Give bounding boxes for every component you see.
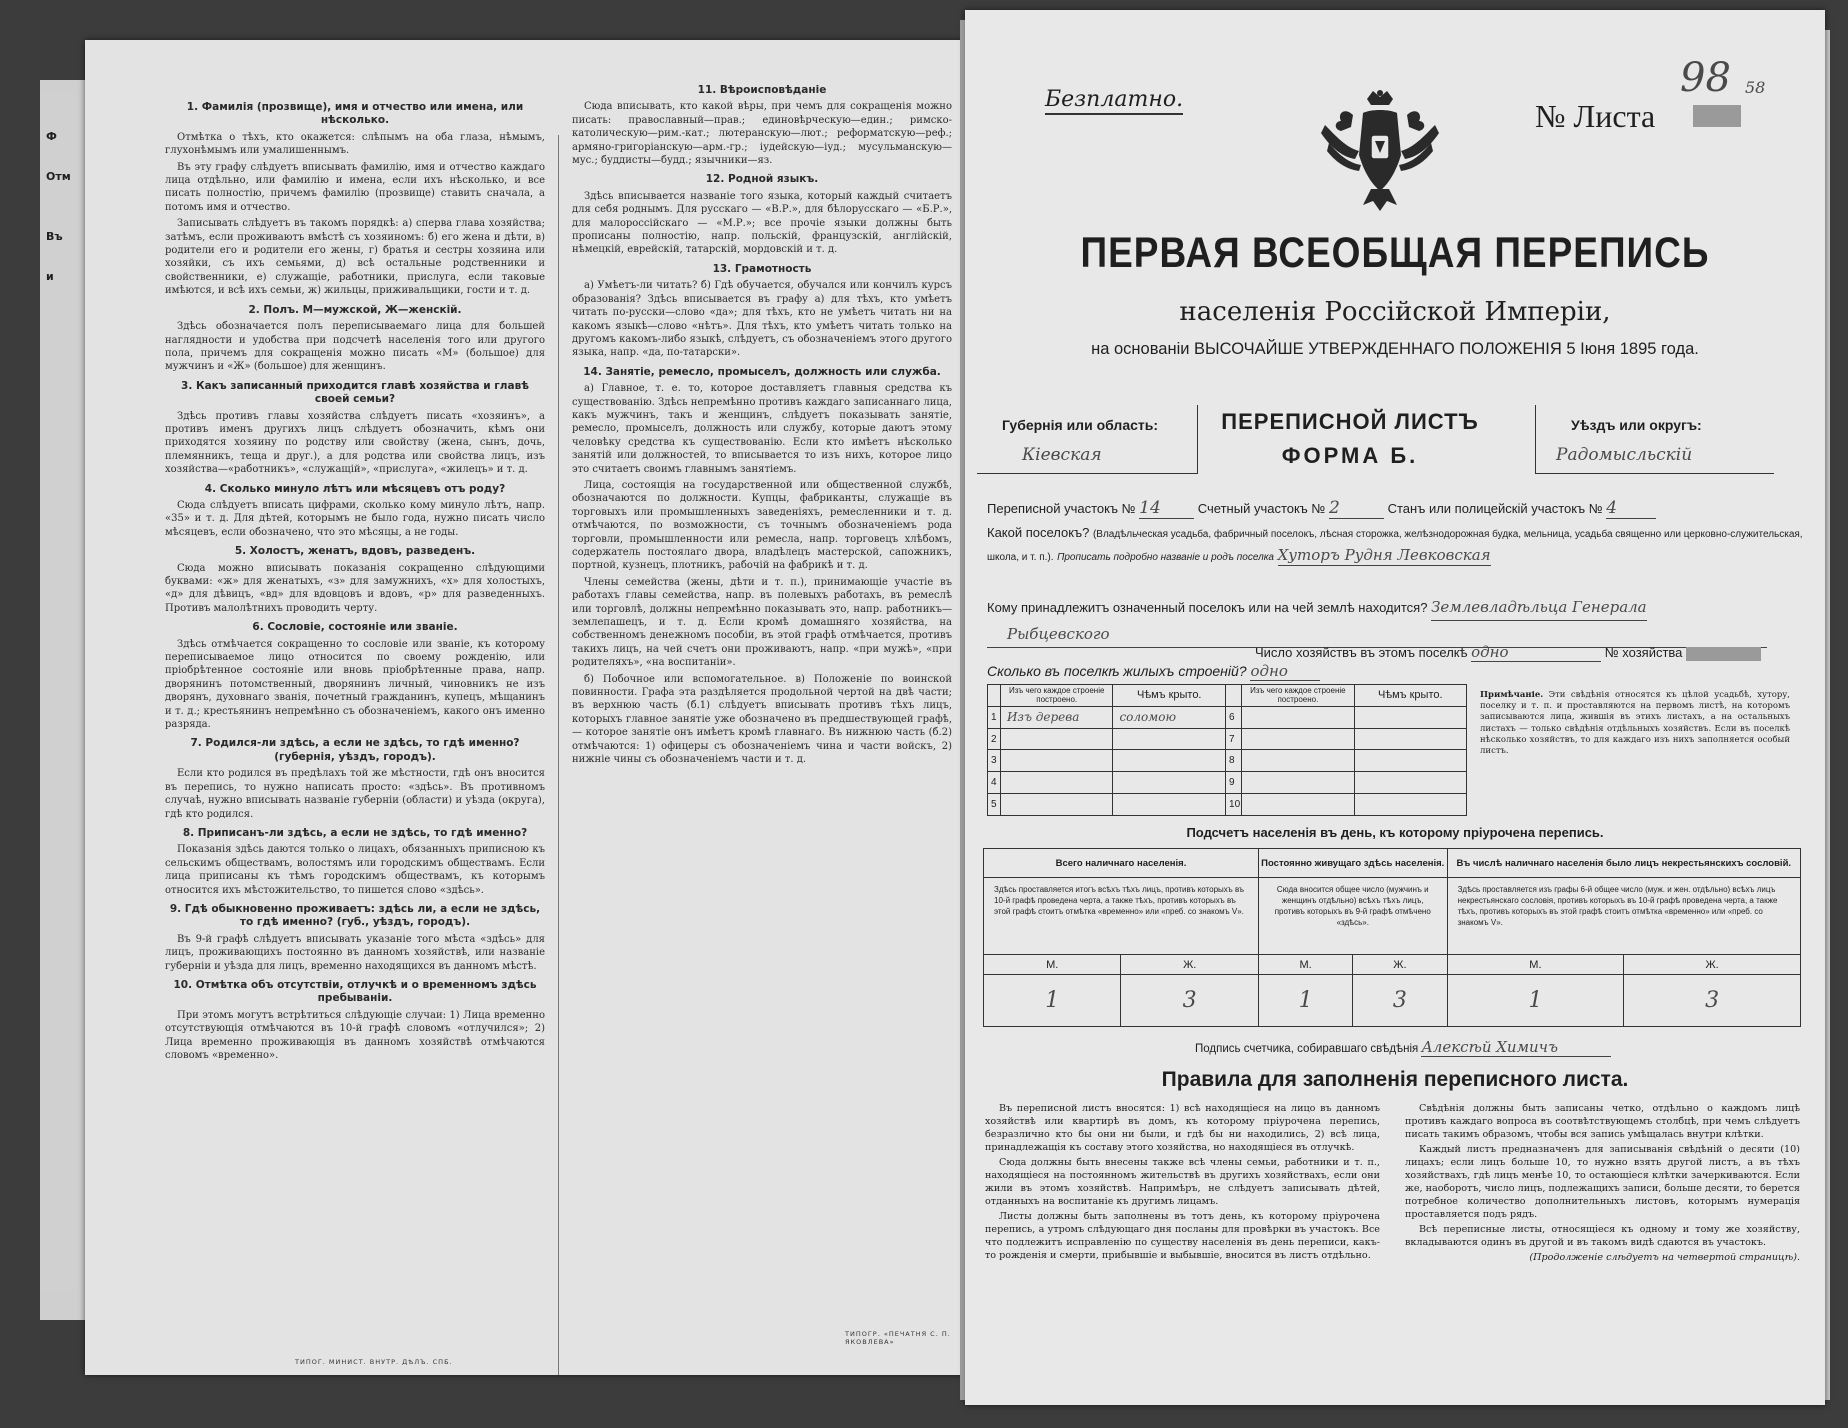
- buildings-row-material: [1000, 750, 1112, 772]
- instruction-heading: 14. Занятіе, ремесло, промыселъ, должность или служба.: [583, 365, 941, 378]
- buildings-row-material: [1242, 706, 1354, 728]
- rule-paragraph: Каждый листъ предназначенъ для записыванія свѣдѣній о десяти (10) лицахъ; если лицъ больше 10, то нужно взять другой листъ, а въ тѣхъ хозяйствахъ, гдѣ лицъ менѣе 10, то остающіеся клѣтки зачеркиваются. Если же, наоборотъ, число лицъ, подлежащихъ записи, больше десяти, то берется потребное количество дополнительныхъ листовъ, которымъ нумерація проставляется подъ рядъ.: [1405, 1144, 1800, 1220]
- buildings-row-roof: [1113, 794, 1226, 816]
- instruction-heading: 8. Приписанъ-ли здѣсь, а если не здѣсь, то гдѣ именно?: [182, 826, 528, 839]
- instruction-text: Въ эту графу слѣдуетъ вписывать фамилію, имя и отчество каждаго лица отдѣльно, или фамилію и имена, если ихъ нѣсколько, и все писать полностію, причемъ фамилію (прозвище) ставить сначала, а потомъ имя и отчество.: [165, 161, 545, 213]
- buildings-row-number: 7: [1226, 728, 1242, 750]
- sheet-number-smudge: [1693, 105, 1741, 127]
- buildings-row: [988, 794, 1467, 816]
- settlement-field: [987, 523, 1807, 568]
- form-sub: ФОРМА Б.: [1281, 443, 1419, 468]
- province-label: Губернія или область:: [1002, 417, 1159, 433]
- instruction-text: Записывать слѣдуетъ въ такомъ порядкѣ: а) сперва глава хозяйства; затѣмъ, если проживаютъ вмѣстѣ съ хозяиномъ: б) его жена и дѣти, в) родители его и родители его жены, г) братья и сестры хозяина или хозяйки, съ ихъ семьями, д) всѣ остальные родственники и свойственники, е) служащіе, работники, прислуга, если таковые имѣются, и всѣ ихъ семьи, ж) жильцы, приживальщики, гости и т. д.: [165, 218, 545, 297]
- form-title-box: [1200, 395, 1500, 485]
- buildings-note: [1480, 690, 1790, 757]
- pop-total-zh: 3: [1121, 975, 1258, 1027]
- buildings-row-material: [1242, 750, 1354, 772]
- population-values-row: [984, 975, 1801, 1027]
- buildings-row-number: 1: [988, 706, 1001, 728]
- double-headed-eagle-emblem: [1315, 85, 1445, 215]
- rules-column-1: [985, 1102, 1380, 1264]
- instruction-heading: 9. Гдѣ обыкновенно проживаетъ: здѣсь ли, а если не здѣсь, то гдѣ именно? (губ., уѣздъ, городъ).: [169, 902, 541, 929]
- pop-head-nonpeasant: Въ числѣ наличнаго населенія было лицъ некрестьянскихъ сословій.: [1447, 849, 1800, 878]
- settlement-hint: (Владѣльческая усадьба, фабричный поселокъ, лѣсная сторожка, желѣзнодорожная будка, мельница, усадьба священно или церковно-служительская, школа, и т. п.).: [987, 529, 1803, 563]
- m-label: М.: [1258, 955, 1352, 975]
- province-box: [977, 405, 1198, 474]
- instruction-text: Сюда слѣдуетъ вписать цифрами, сколько кому минуло лѣтъ, напр. «35» и т. д. Для дѣтей, которымъ не было года, нужно писать число мѣсяцевъ, если обозначено, что это мѣсяцы, а не годы.: [165, 499, 545, 538]
- settlement-value: Хуторъ Рудня Левковская: [1277, 546, 1491, 564]
- buildings-row-number: 4: [988, 772, 1001, 794]
- continuation-note: (Продолженіе слѣдуетъ на четвертой страницѣ).: [1529, 1252, 1800, 1263]
- instruction-text: Члены семейства (жены, дѣти и т. п.), принимающіе участіе въ работахъ главы семейства, напр. въ полевыхъ работахъ, въ ремеслѣ или торговлѣ, должны непремѣнно показывать это, напр. работникъ—землепашецъ, и т. д. Если кромѣ домашняго хозяйства, на собственномъ денежномъ пособіи, въ этой графѣ отмѣчается, противъ такихъ лицъ, на чей счетъ они проживаютъ, напр. «при мужѣ», «при родителяхъ», «на воспитаніи».: [572, 576, 952, 669]
- buildings-row-roof: [1354, 794, 1466, 816]
- buildings-row-material: [1000, 794, 1112, 816]
- buildings-value: одно: [1250, 662, 1320, 681]
- edge-letter: и: [46, 270, 54, 283]
- buildings-row-number: 9: [1226, 772, 1242, 794]
- buildings-row-roof: соломою: [1113, 706, 1226, 728]
- instruction-heading: 3. Какъ записанный приходится главѣ хозяйства и главѣ своей семьи?: [181, 379, 529, 406]
- edge-letter: Ф: [46, 130, 57, 143]
- buildings-row-roof: [1354, 706, 1466, 728]
- district-label: Уѣздъ или округъ:: [1571, 417, 1702, 433]
- instructions-page: [85, 40, 975, 1375]
- instruction-heading: 12. Родной языкъ.: [705, 173, 819, 186]
- buildings-col-roof: Чѣмъ крыто.: [1113, 685, 1226, 707]
- buildings-col-material: Изъ чего каждое строеніе построено.: [1000, 685, 1112, 707]
- rules-column-2: [1405, 1102, 1800, 1266]
- pop-head-permanent: Постоянно живущаго здѣсь населенія.: [1258, 849, 1447, 878]
- instruction-text: Показанія здѣсь даются только о лицахъ, обязанныхъ приписною къ сельскимъ обществамъ, волостямъ или городскимъ обществамъ. Если лица приписаны къ тѣмъ городскимъ обществамъ, къ которымъ относится ихъ мѣстожительство, то пишется слово «здѣсь».: [165, 844, 545, 896]
- instruction-heading: 4. Сколько минуло лѣтъ или мѣсяцевъ отъ роду?: [204, 482, 506, 495]
- buildings-row-number: 10: [1226, 794, 1242, 816]
- m-label: М.: [1447, 955, 1624, 975]
- buildings-row: [988, 728, 1467, 750]
- buildings-row: [988, 706, 1467, 728]
- note-text: Эти свѣдѣнія относятся къ цѣлой усадьбѣ, хутору, поселку и т. п. и проставляются на первомъ листѣ, на которомъ записываются лица, жившія въ этихъ листахъ, а на остальныхъ листахъ — только свѣдѣнія отдѣльныхъ хозяйствъ. Если въ поселкѣ нѣсколько хозяйствъ, то для каждаго изъ нихъ заполняется особый листъ.: [1480, 690, 1790, 757]
- buildings-row-material: Изъ дерева: [1000, 706, 1112, 728]
- buildings-row-roof: [1113, 728, 1226, 750]
- pop-permanent-zh: 3: [1353, 975, 1447, 1027]
- edge-letter: Въ: [46, 230, 63, 243]
- instruction-text: Сюда вписывать, кто какой вѣры, при чемъ для сокращенія можно писать: православный—прав.; единовѣрческую—един.; римско-католическую—рим.-кат.; лютеранскую—лют.; реформатскую—реф.; армяно-григоріанскую—арм.-гр.; іудейскую—іуд.; мусульманскую—мус.; буддисты—будд.; язычники—яз.: [572, 101, 952, 167]
- instruction-heading: 1. Фамилія (прозвище), имя и отчество или имена, или нѣсколько.: [186, 101, 524, 127]
- owner-value: Землевладѣльца Генерала: [1431, 594, 1647, 621]
- census-section-field: [987, 498, 1656, 519]
- zh-label: Ж.: [1121, 955, 1258, 975]
- buildings-row-number: 6: [1226, 706, 1242, 728]
- instructions-column-1: [165, 95, 545, 1315]
- buildings-label: Сколько въ поселкѣ жилыхъ строеній?: [987, 663, 1247, 679]
- signature-value: Алексѣй Химичъ: [1421, 1038, 1611, 1057]
- pop-nonpeasant-zh: 3: [1624, 975, 1801, 1027]
- households-field: [1255, 643, 1761, 662]
- buildings-row-material: [1242, 772, 1354, 794]
- owner-label: Кому принадлежитъ означенный поселокъ или на чей землѣ находится?: [987, 600, 1428, 615]
- buildings-row-material: [1000, 772, 1112, 794]
- free-label: Безплатно.: [1045, 87, 1183, 115]
- column-divider: [558, 135, 559, 1375]
- buildings-row-number: 2: [988, 728, 1001, 750]
- census-basis: на основаніи ВЫСОЧАЙШЕ УТВЕРЖДЕННАГО ПОЛОЖЕНІЯ 5 Іюня 1895 года.: [1091, 340, 1699, 358]
- rule-paragraph: Въ переписной листъ вносятся: 1) всѣ находящіеся на лицо въ данномъ хозяйствѣ или квартирѣ въ домъ, къ которому пріурочена перепись, безразлично кто бы они ни были, и гдѣ бы ни находились, 2) всѣ лица, принадлежащія къ составу этого хозяйства, но находящіеся въ отлучкѣ.: [985, 1103, 1380, 1153]
- rule-paragraph: Свѣдѣнія должны быть записаны четко, отдѣльно о каждомъ лицѣ противъ каждаго вопроса въ соотвѣтствующемъ столбцѣ, при чемъ слѣдуетъ писать такимъ образомъ, чтобы вся запись умѣщалась внутри клѣтки.: [1405, 1103, 1800, 1140]
- population-table: [983, 848, 1801, 1027]
- pop-permanent-m: 1: [1258, 975, 1352, 1027]
- population-head-row: [984, 849, 1801, 878]
- instruction-text: Лица, состоящія на государственной или общественной службѣ, обозначаются по должности. Купцы, фабриканты, служащіе въ торговыхъ или промышленныхъ заведеніяхъ, ремесленники и т. д. отмѣчаются, по возможности, съ точнымъ обозначеніемъ рода торговли, промышленности или ремесла, напр. торговецъ хлѣбомъ, содержатель постоялаго двора, владѣлецъ мастерской, сапожникъ, портной, кузнецъ, плотникъ, рабочій на фабрикѣ и т. д.: [572, 479, 952, 572]
- instruction-heading: 13. Грамотность: [712, 262, 812, 275]
- instruction-text: Отмѣтка о тѣхъ, кто окажется: слѣпымъ на оба глаза, нѣмымъ, глухонѣмымъ или умалишеннымъ.: [165, 131, 545, 157]
- buildings-col-n: [988, 685, 1001, 707]
- household-no-label: № хозяйства: [1604, 645, 1683, 660]
- buildings-row-roof: [1354, 750, 1466, 772]
- buildings-table: [987, 684, 1467, 816]
- buildings-row-roof: [1113, 772, 1226, 794]
- census-subtitle: населенія Россійской Имперіи,: [1179, 297, 1611, 327]
- instruction-text: Въ 9-й графѣ слѣдуетъ вписывать указаніе того мѣста «здѣсь» для лицъ, проживающихъ постоянно въ данномъ хозяйствѣ, или названіе губерніи и уѣзда для лицъ, временно находящихся въ данномъ мѣстѣ.: [165, 933, 545, 972]
- sheet-number-small: 58: [1745, 78, 1766, 97]
- instruction-text: Здѣсь противъ главы хозяйства слѣдуетъ писать «хозяинъ», а противъ именъ другихъ лицъ слѣдуетъ обозначить, кѣмъ они приходятся хозяину по родству или свойству (жена, сынъ, дочь, племянникъ, теща и друг.), а для родства или свойства лицъ, изъ хозяйства—«работникъ», «служащій», «прислуга», «жилецъ» и т. д.: [165, 410, 545, 476]
- stan-value: 4: [1606, 498, 1656, 519]
- count-section-label: Счетный участокъ №: [1197, 501, 1326, 516]
- instruction-text: Здѣсь вписывается названіе того языка, который каждый считаетъ для себя роднымъ. Для русскаго — «В.Р.», для бѣлорусскаго — «Б.Р.», для малороссійскаго — «М.Р.»; все прочіе языки должны быть прописаны полностію, напр. польскій, французскій, англійскій, нѣмецкій, еврейскій, татарскій, мордовскій и т. д.: [572, 190, 952, 256]
- census-section-label: Переписной участокъ №: [987, 501, 1136, 516]
- population-title: Подсчетъ населенія въ день, къ которому пріурочена перепись.: [1186, 825, 1604, 840]
- instruction-heading: 2. Полъ. М—мужской, Ж—женскій.: [248, 303, 462, 316]
- settlement-hint2: Прописать подробно названіе и родъ поселка: [1057, 552, 1274, 563]
- households-label: Число хозяйствъ въ этомъ поселкѣ: [1255, 645, 1468, 660]
- owner-field: [987, 594, 1807, 648]
- stan-label: Станъ или полицейскій участокъ №: [1387, 501, 1603, 516]
- sheet-number-label: [1535, 98, 1655, 135]
- province-value: Кіевская: [1022, 445, 1102, 465]
- instruction-text: а) Главное, т. е. то, которое доставляетъ главныя средства къ существованію. Здѣсь непремѣнно противъ каждаго записаннаго лица, какъ мужчинъ, такъ и женщинъ, слѣдуетъ показывать занятіе, ремесло, промыселъ, должность или службу, которые даютъ этому человѣку средства къ существованію. Если кто имѣетъ нѣсколько занятій или должностей, то вписывается то изъ нихъ, которое лицо это считаетъ своимъ главнымъ занятіемъ.: [572, 383, 952, 475]
- pop-desc-permanent: Сюда вносится общее число (мужчинъ и женщинъ отдѣльно) всѣхъ тѣхъ лицъ, противъ которыхъ въ 9-й графѣ отмѣчено «здѣсь».: [1258, 878, 1447, 955]
- buildings-row-number: 3: [988, 750, 1001, 772]
- count-section-value: 2: [1329, 498, 1384, 519]
- rule-paragraph: Всѣ переписные листы, относящіеся къ одному и тому же хозяйству, вкладываются одинъ въ другой и въ такомъ видѣ сдаются въ участокъ.: [1405, 1224, 1800, 1248]
- buildings-row-material: [1242, 728, 1354, 750]
- pop-total-m: 1: [984, 975, 1121, 1027]
- instruction-heading: 6. Сословіе, состояніе или званіе.: [252, 621, 458, 634]
- instruction-text: а) Умѣетъ-ли читать? б) Гдѣ обучается, обучался или кончилъ курсъ образованія? Здѣсь вписывается въ графу а) для тѣхъ, кто умѣетъ читать по-русски—слово «да»; для тѣхъ, кто не умѣетъ читать ни на какомъ языкѣ—слово «нѣтъ». Для тѣхъ, кто умѣетъ читать только на другомъ какомъ-либо языкѣ, слѣдуетъ, съ обозначеніемъ этого другого языка, напр. «да, по-татарски».: [572, 280, 952, 359]
- census-title: ПЕРВАЯ ВСЕОБЩАЯ ПЕРЕПИСЬ: [1080, 228, 1710, 276]
- population-mf-row: [984, 955, 1801, 975]
- rule-paragraph: Листы должны быть заполнены въ тотъ день, къ которому пріурочена перепись, а утромъ слѣдующаго дня посланы для провѣрки въ участокъ. Все что подлежитъ исправленію по существу населенія въ день переписи, какъ-то рожденія и смерти, прибывшіе и выбывшіе, вносится въ листъ отдѣльно.: [985, 1211, 1380, 1261]
- printer-imprint-right: ТИПОГР. «ПЕЧАТНЯ С. П. ЯКОВЛЕВА»: [845, 1330, 951, 1346]
- instruction-text: Здѣсь обозначается полъ переписываемаго лица для большей наглядности и удобства при подсчетѣ населенія того или другого пола, причемъ для сокращенія можно писать «М» (большое) для мужчинъ и «Ж» (большое) для женщинъ.: [165, 321, 545, 373]
- buildings-row-roof: [1354, 728, 1466, 750]
- buildings-col-material: Изъ чего каждое строеніе построено.: [1242, 685, 1354, 707]
- form-title: ПЕРЕПИСНОЙ ЛИСТЪ: [1221, 409, 1479, 434]
- buildings-row: [988, 772, 1467, 794]
- underlying-page-edge: [40, 90, 78, 1290]
- signature-label: Подпись счетчика, собиравшаго свѣдѣнія: [1195, 1043, 1419, 1055]
- printer-imprint-left: ТИПОГ. МИНИСТ. ВНУТР. ДѢЛЪ. СПБ.: [295, 1358, 453, 1366]
- district-value: Радомысльскій: [1556, 445, 1693, 465]
- rule-paragraph: Сюда должны быть внесены также всѣ члены семьи, работники и т. п., находящіеся на постоянномъ жительствѣ въ другихъ хозяйствахъ, если они жили въ этомъ хозяйствѣ. Напримѣръ, не слѣдуетъ записывать дѣтей, отданныхъ на воспитаніе къ другимъ лицамъ.: [985, 1157, 1380, 1207]
- household-no-smudge: [1686, 647, 1761, 661]
- sheet-number-handwritten: 98: [1680, 55, 1731, 101]
- buildings-col-n: [1226, 685, 1242, 707]
- owner-value-line2: Рыбцевского: [987, 621, 1767, 648]
- census-section-value: 14: [1139, 498, 1194, 519]
- instruction-text: б) Побочное или вспомогательное. в) Положеніе по воинской повинности. Графа эта раздѣляется продольной чертой на двѣ части; въ верхнюю часть (б.1) слѣдуетъ вписывать противъ тѣхъ лицъ, которыхъ главное занятіе уже обозначено въ предшествующей графѣ, — которое занятіе онъ имѣетъ кромѣ главнаго. Въ нижнюю часть (б.2) отмѣчаются: 1) офицеры съ обозначеніемъ чина и части войскъ, 2) нижніе чины съ обозначеніемъ части и т. д.: [572, 673, 952, 766]
- buildings-row-number: 8: [1226, 750, 1242, 772]
- instruction-text: Если кто родился въ предѣлахъ той же мѣстности, гдѣ онъ вносится въ перепись, то нужно написать просто: «здѣсь». Въ противномъ случаѣ, нужно вписывать названіе губерніи (области) и уѣзда (округа), гдѣ кто родился.: [165, 768, 545, 820]
- instruction-heading: 11. Вѣроисповѣданіе: [697, 84, 827, 96]
- instruction-text: При этомъ могутъ встрѣтиться слѣдующіе случаи: 1) Лица временно отсутствующія отмѣчаются въ 10-й графѣ словомъ «отлучился»; 2) Лица временно проживающія въ данномъ хозяйствѣ отмѣчаются словомъ «временно».: [165, 1009, 545, 1061]
- buildings-row-material: [1000, 728, 1112, 750]
- buildings-col-roof: Чѣмъ крыто.: [1354, 685, 1466, 707]
- zh-label: Ж.: [1624, 955, 1801, 975]
- district-box: [1535, 405, 1774, 474]
- pop-head-total: Всего наличнаго населенія.: [984, 849, 1259, 878]
- instruction-text: Сюда можно вписывать показанія сокращенно слѣдующими буквами: «ж» для женатыхъ, «з» для замужнихъ, «х» для холостыхъ, «д» для дѣвицъ, «вд» для вдовцовъ и вдовъ, «р» для разведенныхъ. Противъ малолѣтнихъ проводить черту.: [165, 562, 545, 614]
- buildings-row-roof: [1354, 772, 1466, 794]
- m-label: М.: [984, 955, 1121, 975]
- buildings-row-number: 5: [988, 794, 1001, 816]
- households-value: одно: [1471, 643, 1601, 662]
- buildings-field: [987, 662, 1320, 681]
- settlement-label: Какой поселокъ?: [987, 525, 1090, 540]
- note-title: Примѣчаніе.: [1480, 690, 1544, 700]
- pop-nonpeasant-m: 1: [1447, 975, 1624, 1027]
- zh-label: Ж.: [1353, 955, 1447, 975]
- instructions-column-2: [572, 78, 952, 1318]
- instruction-text: Здѣсь отмѣчается сокращенно то сословіе или званіе, къ которому переписываемое лицо относится по своему рожденію, или пріобрѣтенное состояніе или вновь пріобрѣтенные права, напр. дворянинъ потомственный, дворянинъ личный, чиновникъ не изъ дворянъ, духовнаго званія, почетный гражданинъ, купецъ, мѣщанинъ и т. д.; крестьянинъ непремѣнно съ обозначеніемъ, какого онъ именно разряда.: [165, 638, 545, 731]
- census-form-page: [965, 10, 1825, 1405]
- edge-letter: Отм: [46, 170, 71, 183]
- buildings-row-material: [1242, 794, 1354, 816]
- pop-desc-nonpeasant: Здѣсь проставляется изъ графы 6-й общее число (муж. и жен. отдѣльно) всѣхъ лицъ некрестьянскаго сословія, противъ которыхъ въ 10-й графѣ проведена черта, а также тѣхъ, противъ которыхъ въ этой графѣ стоитъ отмѣтка «временно» или «преб. со знакомъ V».: [1447, 878, 1800, 955]
- population-desc-row: [984, 878, 1801, 955]
- buildings-row-roof: [1113, 750, 1226, 772]
- rules-title: Правила для заполненія переписного листа.: [1161, 1068, 1629, 1091]
- instruction-heading: 5. Холостъ, женатъ, вдовъ, разведенъ.: [234, 545, 476, 558]
- buildings-row: [988, 750, 1467, 772]
- instruction-heading: 7. Родился-ли здѣсь, а если не здѣсь, то гдѣ именно? (губернія, уѣздъ, городъ).: [190, 737, 520, 763]
- sheet-number-label-text: № Листа: [1535, 98, 1656, 134]
- instruction-heading: 10. Отмѣтка объ отсутствіи, отлучкѣ и о временномъ здѣсь пребываніи.: [173, 978, 537, 1005]
- signature-field: [1195, 1038, 1611, 1057]
- pop-desc-total: Здѣсь проставляется итогъ всѣхъ тѣхъ лицъ, противъ которыхъ въ 10-й графѣ проведена черта, а также тѣхъ, противъ которыхъ въ этой графѣ стоитъ отмѣтка «временно» или «преб. со знакомъ V».: [984, 878, 1259, 955]
